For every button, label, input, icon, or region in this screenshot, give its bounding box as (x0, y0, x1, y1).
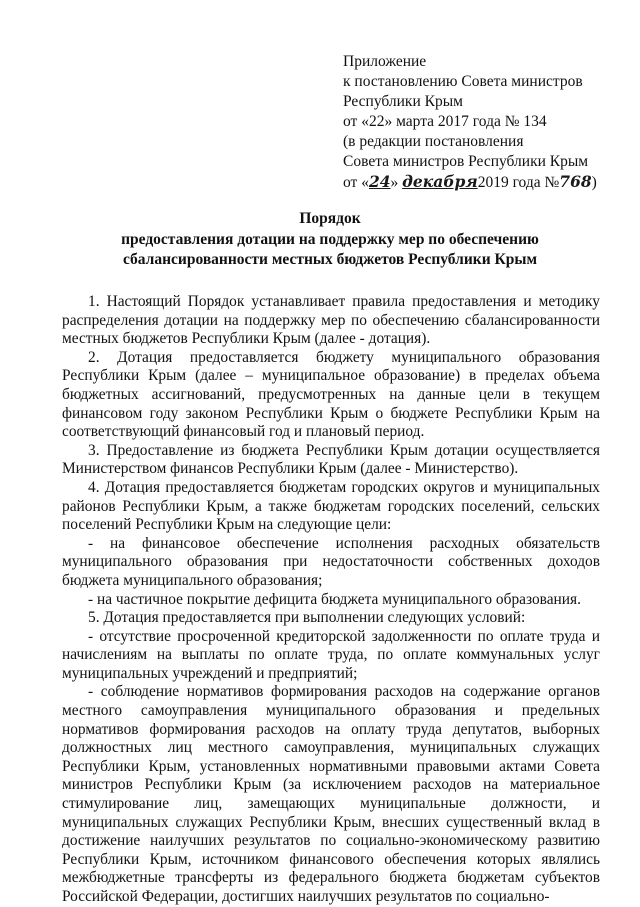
appendix-line: к постановлению Совета министров (343, 73, 583, 90)
list-item: - соблюдение нормативов формирования расходов на содержание органов местного самоуправления муниципального образования и предельных нормативов формирования расходов на оплату труда депутатов, выборных должностных лиц местного самоуправления, муниципальных служащих Республики Крым, установленных нормативными правовыми актами Совета министров Республики Крым (за исключением расходов на материальное стимулирование лиц, замещающих муниципальные должности, и муниципальных служащих Республики Крым, внесших существенный вклад в достижение наилучших результатов по социально-экономическому развитию Республики Крым, источником финансового обеспечения которых являлись межбюджетные трансферты из федерального бюджета бюджетам субъектов Российской Федерации, достигших наилучших результатов по социально- (62, 683, 600, 905)
appendix-line: Совета министров Республики Крым (343, 153, 589, 170)
appendix-block (343, 52, 623, 193)
handwritten-month: декабря (402, 172, 478, 191)
appendix-year-label: 2019 года № (477, 174, 560, 191)
paragraph-4: 4. Дотация предоставляется бюджетам городских округов и муниципальных районов Республики Крым, а также бюджетам городских поселений, сельских поселений Республики Крым на следующие цели: (62, 478, 600, 534)
title-line: предоставления дотации на поддержку мер по обеспечению (121, 230, 539, 248)
paragraph-1: 1. Настоящий Порядок устанавливает правила предоставления и методику распределения дотации на поддержку мер по обеспечению сбалансированности местных бюджетов Республики Крым (далее - дотация). (62, 293, 600, 348)
closing-paren: ) (591, 174, 597, 191)
paragraph-2: 2. Дотация предоставляется бюджету муниципального образования Республики Крым (далее – муниципальное образование) в пределах объема бюджетных ассигнований, предусмотренных на данные цели в текущем финансовом году законом Республики Крым о бюджете Республики Крым на соответствующий финансовый год и плановый период. (62, 348, 600, 441)
document-title (60, 209, 600, 271)
appendix-date-line (343, 172, 623, 193)
appendix-line: от «22» марта 2017 года № 134 (343, 113, 547, 130)
list-item: - на финансовое обеспечение исполнения расходных обязательств муниципального образования при недостаточности собственных доходов бюджета муниципального образования; (62, 534, 600, 589)
title-line: Порядок (299, 210, 361, 227)
handwritten-number: 768 (559, 172, 592, 191)
handwritten-day: 24 (368, 172, 391, 191)
appendix-line: Республики Крым (343, 93, 463, 110)
paragraph-5: 5. Дотация предоставляется при выполнении следующих условий: (88, 609, 526, 627)
paragraph-3: 3. Предоставление из бюджета Республики Крым дотации осуществляется Министерством финансов Республики Крым (далее - Министерство). (62, 441, 600, 478)
appendix-from-label: от « (343, 174, 369, 191)
list-item: - отсутствие просроченной кредиторской задолженности по оплате труда и начислениям на выплаты по оплате труда, по оплате коммунальных услуг муниципальных учреждений и предприятий; (62, 627, 600, 682)
list-item: - на частичное покрытие дефицита бюджета муниципального образования. (88, 590, 581, 608)
title-line: сбалансированности местных бюджетов Республики Крым (122, 251, 538, 268)
appendix-line: (в редакции постановления (343, 133, 524, 150)
appendix-line: Приложение (343, 53, 427, 70)
quote-mark: » (390, 174, 399, 191)
document-body (62, 293, 600, 907)
